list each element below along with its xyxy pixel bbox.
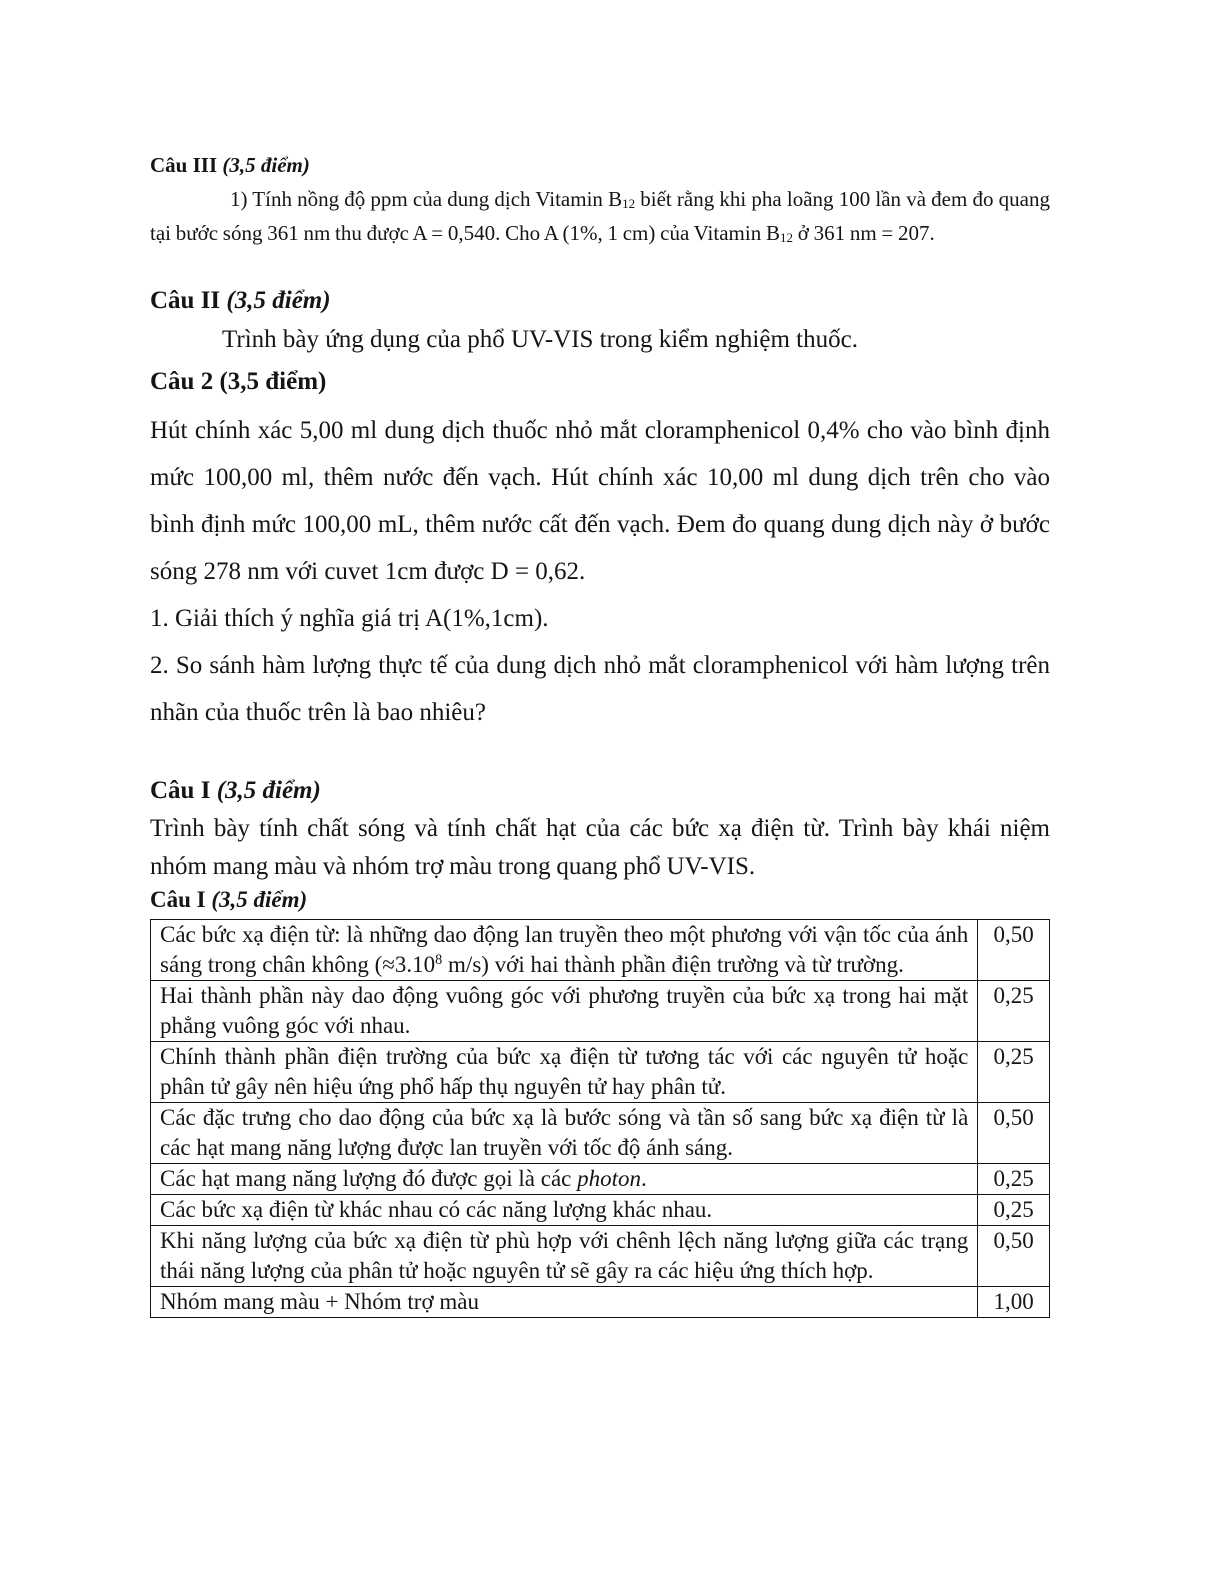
- answer-text-part: .: [641, 1166, 647, 1191]
- answer-table: [150, 919, 1050, 1318]
- answer-points: 0,25: [978, 1164, 1050, 1195]
- question-1-heading: [150, 772, 1050, 810]
- answer-text-emphasis: photon: [577, 1166, 642, 1191]
- answer-text-part: Các hạt mang năng lượng đó được gọi là các: [160, 1166, 578, 1191]
- question-3-body: [150, 182, 1050, 250]
- answer-points: 0,25: [978, 981, 1050, 1042]
- question-3: [150, 148, 1050, 250]
- table-row: [151, 1226, 1050, 1287]
- answer-text: Chính thành phần điện trường của bức xạ điện từ tương tác với các nguyên tử hoặc phân tử gây nên hiệu ứng phổ hấp thụ nguyên tử hay phân tử.: [151, 1042, 978, 1103]
- answer-text-part: m/s) với hai thành phần điện trường và từ trường.: [442, 952, 904, 977]
- question-1-body: Trình bày tính chất sóng và tính chất hạt của các bức xạ điện từ. Trình bày khái niệm nhóm mang màu và nhóm trợ màu trong quang phổ UV-VIS.: [150, 815, 1050, 880]
- question-3-label: Câu III: [150, 153, 218, 177]
- question-2-roman-body: Trình bày ứng dụng của phổ UV-VIS trong kiểm nghiệm thuốc.: [222, 326, 858, 353]
- answer-text-part: Các bức xạ điện từ: là những dao động lan truyền theo một phương với vận tốc của ánh sáng trong chân không (≈3.10: [160, 922, 969, 977]
- answer-text: Hai thành phần này dao động vuông góc với phương truyền của bức xạ trong hai mặt phẳng vuông góc với nhau.: [151, 981, 978, 1042]
- question-1-label: Câu I: [150, 777, 211, 804]
- answer-points: 0,25: [978, 1042, 1050, 1103]
- question-2-sub-1: 1. Giải thích ý nghĩa giá trị A(1%,1cm).: [150, 605, 549, 632]
- answer-points: 0,50: [978, 1103, 1050, 1164]
- question-3-points: (3,5 điểm): [222, 153, 310, 177]
- table-row: [151, 1042, 1050, 1103]
- question-3-text-a: 1) Tính nồng độ ppm của dung dịch Vitamin B: [230, 187, 623, 211]
- table-row: [151, 920, 1050, 981]
- question-2-intro: Hút chính xác 5,00 ml dung dịch thuốc nhỏ mắt cloramphenicol 0,4% cho vào bình định mức 100,00 ml, thêm nước đến vạch. Hút chính xác 10,00 ml dung dịch trên cho vào bình định mức 100,00 mL, thêm nước cất đến vạch. Đem đo quang dung dịch này ở bước sóng 278 nm với cuvet 1cm được D = 0,62.: [150, 417, 1050, 585]
- question-2-roman-label: Câu II: [150, 287, 221, 314]
- answer-key: [150, 882, 1050, 1318]
- answer-points: 1,00: [978, 1287, 1050, 1318]
- question-3-text-c: ở 361 nm = 207.: [792, 221, 935, 245]
- answer-key-points: (3,5 điểm): [211, 887, 308, 912]
- question-3-text-b: biết rằng khi pha loãng 100 lần và đem đo quang tại bước sóng 361 nm thu được A = 0,540. Cho A (1%, 1 cm) của Vitamin B: [150, 187, 1050, 245]
- question-2-roman-points: (3,5 điểm): [226, 287, 331, 314]
- table-row: [151, 1287, 1050, 1318]
- answer-points: 0,50: [978, 1226, 1050, 1287]
- question-3-heading: [150, 148, 1050, 182]
- question-1: [150, 772, 1050, 886]
- answer-text: Các đặc trưng cho dao động của bức xạ là bước sóng và tần số sang bức xạ điện từ là các hạt mang năng lượng được lan truyền với tốc độ ánh sáng.: [151, 1103, 978, 1164]
- subscript-12-b: 12: [779, 229, 793, 245]
- table-row: [151, 1103, 1050, 1164]
- answer-text: [151, 1164, 978, 1195]
- table-row: [151, 981, 1050, 1042]
- answer-points: 0,50: [978, 920, 1050, 981]
- answer-text: Khi năng lượng của bức xạ điện từ phù hợp với chênh lệch năng lượng giữa các trạng thái năng lượng của phân tử hoặc nguyên tử sẽ gây ra các hiệu ứng thích hợp.: [151, 1226, 978, 1287]
- question-2-heading: Câu 2 (3,5 điểm): [150, 368, 327, 395]
- question-2-sub-2: 2. So sánh hàm lượng thực tế của dung dịch nhỏ mắt cloramphenicol với hàm lượng trên nhãn của thuốc trên là bao nhiêu?: [150, 652, 1050, 726]
- answer-text: Nhóm mang màu + Nhóm trợ màu: [151, 1287, 978, 1318]
- answer-key-heading: [150, 882, 1050, 918]
- table-row: [151, 1164, 1050, 1195]
- answer-text: [151, 920, 978, 981]
- question-2-roman: [150, 282, 1050, 358]
- question-2: [150, 364, 1050, 736]
- answer-points: 0,25: [978, 1195, 1050, 1226]
- answer-key-label: Câu I: [150, 887, 206, 912]
- table-row: [151, 1195, 1050, 1226]
- question-2-roman-heading: [150, 282, 1050, 319]
- answer-text: Các bức xạ điện từ khác nhau có các năng lượng khác nhau.: [151, 1195, 978, 1226]
- question-1-points: (3,5 điểm): [216, 777, 321, 804]
- subscript-12-a: 12: [622, 195, 636, 211]
- superscript-8: 8: [435, 952, 443, 969]
